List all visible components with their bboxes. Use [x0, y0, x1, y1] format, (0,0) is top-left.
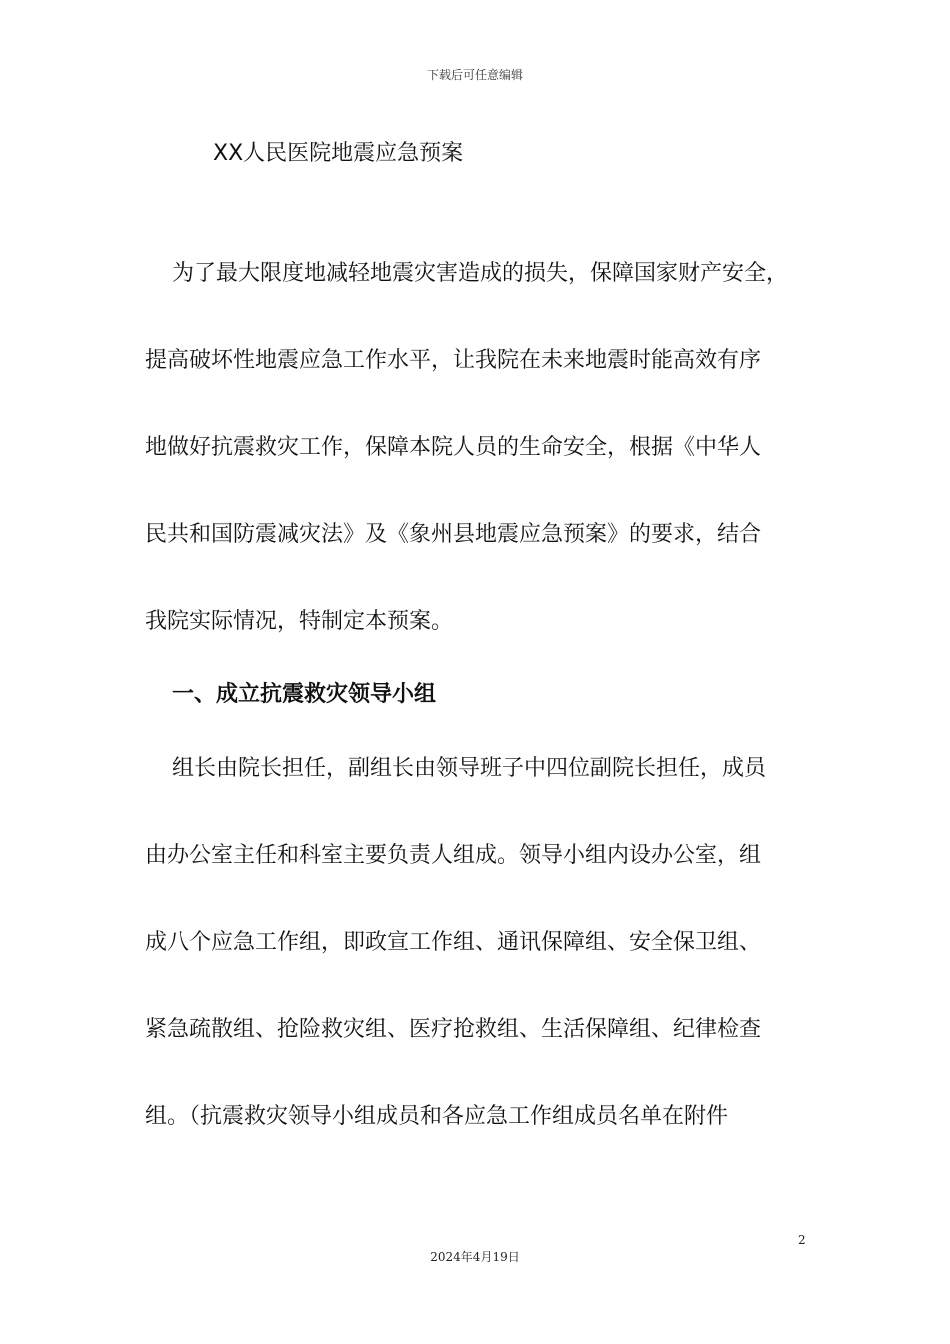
section-heading-1: 一、成立抗震救灾领导小组 — [172, 682, 437, 707]
footer-date: 2024年4月19日 — [430, 1250, 520, 1264]
intro-line-5: 我院实际情况，特制定本预案。 — [145, 609, 454, 634]
document-title: XX人民医院地震应急预案 — [213, 141, 464, 166]
section1-line-5: 组。（抗震救灾领导小组成员和各应急工作组成员名单在附件 — [145, 1104, 729, 1129]
intro-line-1: 为了最大限度地减轻地震灾害造成的损失，保障国家财产安全， — [172, 261, 789, 286]
section1-line-1: 组长由院长担任，副组长由领导班子中四位副院长担任，成员 — [172, 756, 767, 781]
page-number: 2 — [798, 1233, 806, 1247]
header-note: 下载后可任意编辑 — [426, 68, 523, 82]
section1-line-3: 成八个应急工作组，即政宣工作组、通讯保障组、安全保卫组、 — [145, 930, 762, 955]
section1-line-4: 紧急疏散组、抢险救灾组、医疗抢救组、生活保障组、纪律检查 — [145, 1017, 762, 1042]
intro-line-3: 地做好抗震救灾工作，保障本院人员的生命安全，根据《中华人 — [145, 435, 762, 460]
intro-line-4: 民共和国防震减灾法》及《象州县地震应急预案》的要求，结合 — [145, 522, 762, 547]
section1-line-2: 由办公室主任和科室主要负责人组成。领导小组内设办公室，组 — [145, 843, 762, 868]
intro-line-2: 提高破坏性地震应急工作水平，让我院在未来地震时能高效有序 — [145, 348, 762, 373]
